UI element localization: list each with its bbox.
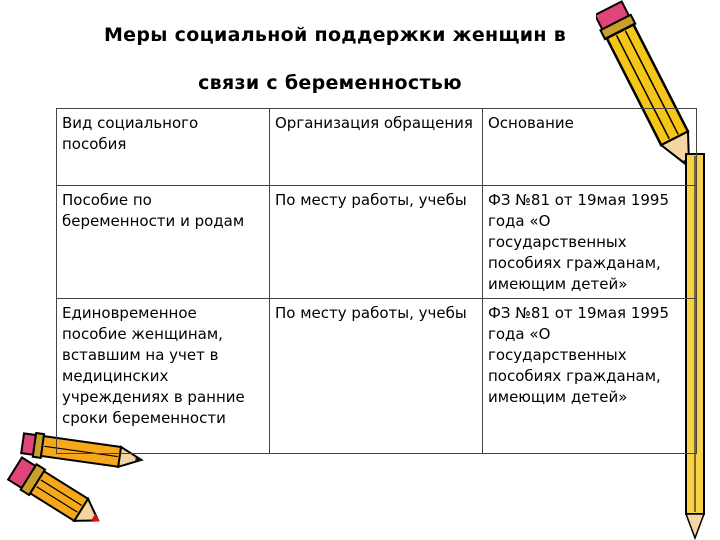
table-row xyxy=(57,186,697,299)
header-where-to-apply: Организация обращения xyxy=(275,114,473,132)
slide-title-line-2: связи с беременностью xyxy=(198,72,462,94)
table-cell xyxy=(270,186,483,299)
cell-where-to-apply: По месту работы, учебы xyxy=(275,191,467,209)
cell-legal-basis: ФЗ №81 от 19мая 1995 года «О государственных пособиях гражданам, имеющим детей» xyxy=(488,304,674,406)
table-cell xyxy=(270,299,483,454)
header-benefit-type: Вид социального пособия xyxy=(62,114,204,153)
slide-title-line-1: Меры социальной поддержки женщин в xyxy=(103,24,567,46)
cell-benefit-type: Единовременное пособие женщинам, вставшим на учет в медицинских учреждениях в ранние сроки беременности xyxy=(62,304,250,427)
cell-legal-basis: ФЗ №81 от 19мая 1995 года «О государственных пособиях гражданам, имеющим детей» xyxy=(488,191,674,293)
table-cell xyxy=(483,299,697,454)
table-cell xyxy=(483,186,697,299)
table-cell xyxy=(57,299,270,454)
table-row xyxy=(57,299,697,454)
cell-where-to-apply: По месту работы, учебы xyxy=(275,304,467,322)
header-legal-basis: Основание xyxy=(488,114,574,132)
table-cell xyxy=(57,186,270,299)
table-header-cell xyxy=(270,109,483,186)
table-header-cell xyxy=(57,109,270,186)
table-header-row xyxy=(57,109,697,186)
table-header-cell xyxy=(483,109,697,186)
benefits-table xyxy=(56,108,697,454)
cell-benefit-type: Пособие по беременности и родам xyxy=(62,191,245,230)
